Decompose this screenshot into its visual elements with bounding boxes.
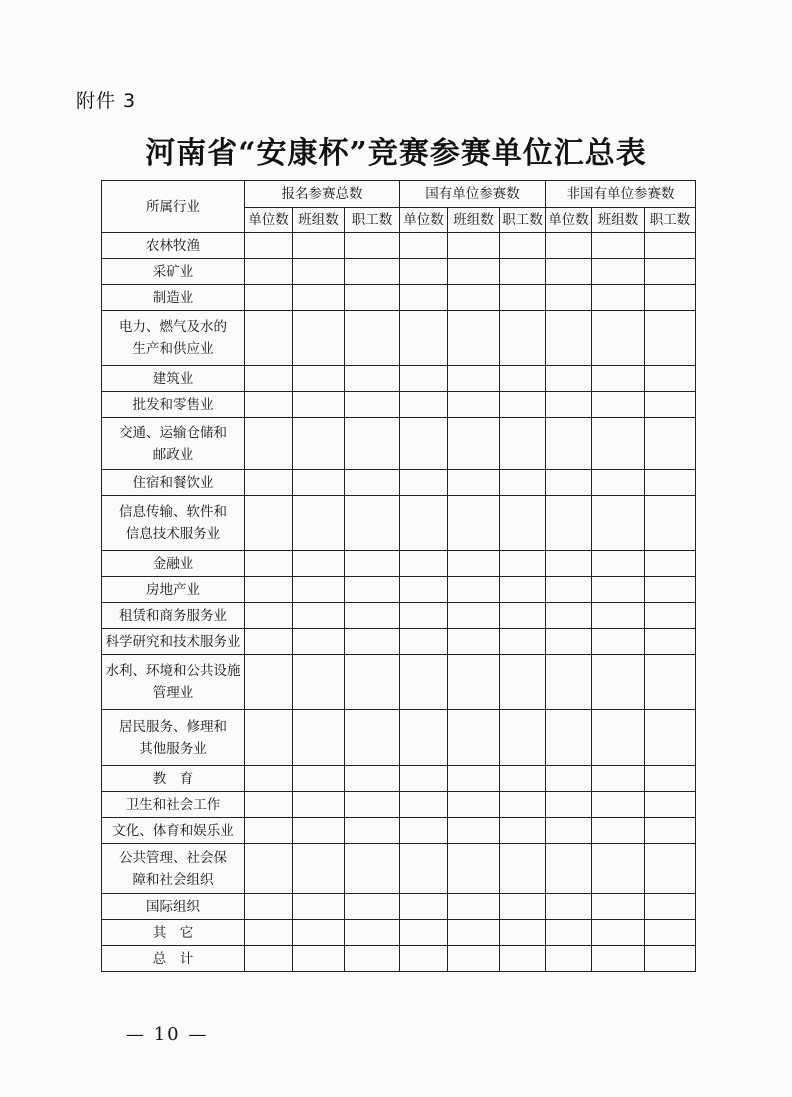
value-cell[interactable] xyxy=(546,629,592,655)
value-cell[interactable] xyxy=(448,496,500,551)
value-cell[interactable] xyxy=(293,818,345,844)
value-cell[interactable] xyxy=(400,285,448,311)
value-cell[interactable] xyxy=(592,894,645,920)
table-row xyxy=(102,577,696,603)
value-cell[interactable] xyxy=(546,418,592,470)
value-cell[interactable] xyxy=(345,470,400,496)
value-cell[interactable] xyxy=(345,551,400,577)
industry-label xyxy=(102,629,245,655)
value-cell[interactable] xyxy=(448,946,500,972)
sub-header-units: 单位数 xyxy=(400,208,448,233)
value-cell[interactable] xyxy=(645,920,696,946)
table-row xyxy=(102,392,696,418)
value-cell[interactable] xyxy=(500,792,546,818)
industry-label xyxy=(102,233,245,259)
value-cell[interactable] xyxy=(245,285,293,311)
value-cell[interactable] xyxy=(345,418,400,470)
value-cell[interactable] xyxy=(448,655,500,710)
value-cell[interactable] xyxy=(500,920,546,946)
industry-label-text: 信息传输、软件和信息技术服务业 xyxy=(119,504,227,542)
industry-label-text: 租赁和商务服务业 xyxy=(119,607,227,624)
value-cell[interactable] xyxy=(245,946,293,972)
corner-header: 所属行业 xyxy=(102,181,245,233)
value-cell[interactable] xyxy=(293,629,345,655)
table-row xyxy=(102,818,696,844)
value-cell[interactable] xyxy=(245,844,293,894)
page-number: — 10 — xyxy=(126,1024,209,1045)
value-cell[interactable] xyxy=(345,792,400,818)
value-cell[interactable] xyxy=(400,629,448,655)
value-cell[interactable] xyxy=(645,259,696,285)
value-cell[interactable] xyxy=(293,233,345,259)
industry-label xyxy=(102,792,245,818)
table-row xyxy=(102,792,696,818)
table-row xyxy=(102,470,696,496)
value-cell[interactable] xyxy=(592,603,645,629)
value-cell[interactable] xyxy=(645,285,696,311)
value-cell[interactable] xyxy=(345,311,400,366)
value-cell[interactable] xyxy=(400,655,448,710)
table-row xyxy=(102,366,696,392)
value-cell[interactable] xyxy=(293,470,345,496)
industry-label-text: 采矿业 xyxy=(152,263,194,280)
value-cell[interactable] xyxy=(400,233,448,259)
value-cell[interactable] xyxy=(448,818,500,844)
value-cell[interactable] xyxy=(645,392,696,418)
value-cell[interactable] xyxy=(245,496,293,551)
value-cell[interactable] xyxy=(546,551,592,577)
value-cell[interactable] xyxy=(500,418,546,470)
value-cell[interactable] xyxy=(448,844,500,894)
value-cell[interactable] xyxy=(500,629,546,655)
sub-header-staff: 职工数 xyxy=(345,208,400,233)
value-cell[interactable] xyxy=(500,496,546,551)
industry-label-text: 水利、环境和公共设施管理业 xyxy=(105,663,241,701)
value-cell[interactable] xyxy=(448,233,500,259)
value-cell[interactable] xyxy=(448,792,500,818)
value-cell[interactable] xyxy=(245,577,293,603)
value-cell[interactable] xyxy=(546,392,592,418)
value-cell[interactable] xyxy=(592,551,645,577)
value-cell[interactable] xyxy=(400,894,448,920)
value-cell[interactable] xyxy=(546,710,592,766)
industry-label xyxy=(102,946,245,972)
industry-label xyxy=(102,418,245,470)
industry-label xyxy=(102,894,245,920)
value-cell[interactable] xyxy=(500,311,546,366)
value-cell[interactable] xyxy=(293,366,345,392)
value-cell[interactable] xyxy=(592,259,645,285)
industry-label xyxy=(102,470,245,496)
table-row xyxy=(102,418,696,470)
industry-label-text: 建筑业 xyxy=(152,370,194,387)
value-cell[interactable] xyxy=(592,496,645,551)
value-cell[interactable] xyxy=(500,577,546,603)
value-cell[interactable] xyxy=(293,259,345,285)
value-cell[interactable] xyxy=(245,551,293,577)
industry-label-text: 交通、运输仓储和邮政业 xyxy=(119,424,227,463)
industry-label-text: 金融业 xyxy=(152,555,194,572)
value-cell[interactable] xyxy=(500,551,546,577)
summary-table xyxy=(101,180,696,972)
value-cell[interactable] xyxy=(245,792,293,818)
value-cell[interactable] xyxy=(546,470,592,496)
value-cell[interactable] xyxy=(546,311,592,366)
value-cell[interactable] xyxy=(645,551,696,577)
table-row xyxy=(102,844,696,894)
sub-header-teams: 班组数 xyxy=(293,208,345,233)
value-cell[interactable] xyxy=(345,920,400,946)
value-cell[interactable] xyxy=(345,844,400,894)
value-cell[interactable] xyxy=(645,418,696,470)
industry-label xyxy=(102,710,245,766)
value-cell[interactable] xyxy=(546,946,592,972)
value-cell[interactable] xyxy=(345,710,400,766)
value-cell[interactable] xyxy=(345,577,400,603)
industry-label xyxy=(102,551,245,577)
value-cell[interactable] xyxy=(293,946,345,972)
value-cell[interactable] xyxy=(645,470,696,496)
value-cell[interactable] xyxy=(645,577,696,603)
value-cell[interactable] xyxy=(400,418,448,470)
value-cell[interactable] xyxy=(245,392,293,418)
industry-label-text: 文化、体育和娱乐业 xyxy=(112,822,234,839)
table-row xyxy=(102,710,696,766)
industry-label xyxy=(102,920,245,946)
value-cell[interactable] xyxy=(592,285,645,311)
sub-header-teams: 班组数 xyxy=(592,208,645,233)
table-row xyxy=(102,946,696,972)
group-header-state-owned: 国有单位参赛数 xyxy=(400,181,546,208)
value-cell[interactable] xyxy=(546,259,592,285)
value-cell[interactable] xyxy=(546,894,592,920)
industry-label xyxy=(102,844,245,894)
value-cell[interactable] xyxy=(400,603,448,629)
industry-label xyxy=(102,496,245,551)
industry-label-text: 公共管理、社会保障和社会组织 xyxy=(119,849,227,888)
industry-label-text: 卫生和社会工作 xyxy=(125,796,221,813)
page-title: 河南省“安康杯”竞赛参赛单位汇总表 xyxy=(145,136,647,171)
value-cell[interactable] xyxy=(645,946,696,972)
value-cell[interactable] xyxy=(500,710,546,766)
table-row xyxy=(102,766,696,792)
value-cell[interactable] xyxy=(293,311,345,366)
industry-label xyxy=(102,603,245,629)
value-cell[interactable] xyxy=(645,311,696,366)
value-cell[interactable] xyxy=(400,844,448,894)
value-cell[interactable] xyxy=(546,603,592,629)
value-cell[interactable] xyxy=(500,946,546,972)
value-cell[interactable] xyxy=(245,894,293,920)
value-cell[interactable] xyxy=(592,844,645,894)
industry-label xyxy=(102,392,245,418)
industry-label-text: 房地产业 xyxy=(146,581,200,598)
value-cell[interactable] xyxy=(400,311,448,366)
industry-label-text: 总 计 xyxy=(152,950,194,967)
value-cell[interactable] xyxy=(592,946,645,972)
value-cell[interactable] xyxy=(293,551,345,577)
value-cell[interactable] xyxy=(293,920,345,946)
value-cell[interactable] xyxy=(400,710,448,766)
value-cell[interactable] xyxy=(345,366,400,392)
value-cell[interactable] xyxy=(645,496,696,551)
table-row xyxy=(102,603,696,629)
table-row xyxy=(102,496,696,551)
value-cell[interactable] xyxy=(293,655,345,710)
value-cell[interactable] xyxy=(546,285,592,311)
value-cell[interactable] xyxy=(400,551,448,577)
value-cell[interactable] xyxy=(345,894,400,920)
value-cell[interactable] xyxy=(592,710,645,766)
industry-label xyxy=(102,766,245,792)
value-cell[interactable] xyxy=(245,418,293,470)
value-cell[interactable] xyxy=(448,894,500,920)
table-row xyxy=(102,551,696,577)
value-cell[interactable] xyxy=(293,496,345,551)
value-cell[interactable] xyxy=(448,629,500,655)
value-cell[interactable] xyxy=(345,496,400,551)
value-cell[interactable] xyxy=(400,366,448,392)
industry-label-text: 农林牧渔 xyxy=(146,237,200,254)
sub-header-staff: 职工数 xyxy=(500,208,546,233)
table-row xyxy=(102,655,696,710)
value-cell[interactable] xyxy=(500,233,546,259)
value-cell[interactable] xyxy=(592,366,645,392)
value-cell[interactable] xyxy=(645,894,696,920)
value-cell[interactable] xyxy=(245,470,293,496)
value-cell[interactable] xyxy=(400,920,448,946)
value-cell[interactable] xyxy=(345,603,400,629)
value-cell[interactable] xyxy=(592,233,645,259)
value-cell[interactable] xyxy=(592,766,645,792)
value-cell[interactable] xyxy=(245,233,293,259)
group-header-total: 报名参赛总数 xyxy=(245,181,400,208)
value-cell[interactable] xyxy=(245,766,293,792)
value-cell[interactable] xyxy=(293,792,345,818)
industry-label xyxy=(102,818,245,844)
value-cell[interactable] xyxy=(645,629,696,655)
value-cell[interactable] xyxy=(500,603,546,629)
sub-header-units: 单位数 xyxy=(546,208,592,233)
value-cell[interactable] xyxy=(645,366,696,392)
table-row xyxy=(102,285,696,311)
value-cell[interactable] xyxy=(500,285,546,311)
table-body xyxy=(102,233,696,972)
value-cell[interactable] xyxy=(546,792,592,818)
value-cell[interactable] xyxy=(448,920,500,946)
value-cell[interactable] xyxy=(448,259,500,285)
industry-label-text: 住宿和餐饮业 xyxy=(132,474,214,491)
value-cell[interactable] xyxy=(592,470,645,496)
value-cell[interactable] xyxy=(293,392,345,418)
value-cell[interactable] xyxy=(500,470,546,496)
value-cell[interactable] xyxy=(293,418,345,470)
value-cell[interactable] xyxy=(546,818,592,844)
annex-label: 附件 3 xyxy=(76,90,137,112)
value-cell[interactable] xyxy=(448,418,500,470)
value-cell[interactable] xyxy=(345,766,400,792)
value-cell[interactable] xyxy=(400,946,448,972)
value-cell[interactable] xyxy=(448,392,500,418)
industry-label xyxy=(102,655,245,710)
value-cell[interactable] xyxy=(245,259,293,285)
industry-label-text: 国际组织 xyxy=(146,898,200,915)
value-cell[interactable] xyxy=(345,655,400,710)
value-cell[interactable] xyxy=(293,710,345,766)
value-cell[interactable] xyxy=(592,655,645,710)
industry-label-text: 批发和零售业 xyxy=(132,396,214,413)
value-cell[interactable] xyxy=(245,629,293,655)
value-cell[interactable] xyxy=(400,792,448,818)
group-header-non-state-owned: 非国有单位参赛数 xyxy=(546,181,696,208)
sub-header-staff: 职工数 xyxy=(645,208,696,233)
value-cell[interactable] xyxy=(645,766,696,792)
industry-label-text: 其 它 xyxy=(152,924,194,941)
value-cell[interactable] xyxy=(245,311,293,366)
value-cell[interactable] xyxy=(448,710,500,766)
table-row xyxy=(102,311,696,366)
value-cell[interactable] xyxy=(448,603,500,629)
value-cell[interactable] xyxy=(245,655,293,710)
value-cell[interactable] xyxy=(245,818,293,844)
value-cell[interactable] xyxy=(245,710,293,766)
table-row xyxy=(102,894,696,920)
value-cell[interactable] xyxy=(245,366,293,392)
value-cell[interactable] xyxy=(400,766,448,792)
value-cell[interactable] xyxy=(546,233,592,259)
value-cell[interactable] xyxy=(500,392,546,418)
sub-header-teams: 班组数 xyxy=(448,208,500,233)
value-cell[interactable] xyxy=(293,603,345,629)
value-cell[interactable] xyxy=(546,496,592,551)
value-cell[interactable] xyxy=(345,946,400,972)
value-cell[interactable] xyxy=(546,844,592,894)
value-cell[interactable] xyxy=(592,577,645,603)
value-cell[interactable] xyxy=(400,470,448,496)
value-cell[interactable] xyxy=(448,766,500,792)
value-cell[interactable] xyxy=(448,470,500,496)
value-cell[interactable] xyxy=(592,818,645,844)
value-cell[interactable] xyxy=(293,766,345,792)
table-row xyxy=(102,920,696,946)
table-row xyxy=(102,629,696,655)
value-cell[interactable] xyxy=(448,551,500,577)
table-row xyxy=(102,233,696,259)
value-cell[interactable] xyxy=(345,259,400,285)
value-cell[interactable] xyxy=(500,655,546,710)
industry-label xyxy=(102,311,245,366)
value-cell[interactable] xyxy=(500,894,546,920)
value-cell[interactable] xyxy=(592,920,645,946)
value-cell[interactable] xyxy=(500,844,546,894)
value-cell[interactable] xyxy=(592,418,645,470)
value-cell[interactable] xyxy=(645,655,696,710)
value-cell[interactable] xyxy=(400,818,448,844)
value-cell[interactable] xyxy=(345,629,400,655)
industry-label-text: 科学研究和技术服务业 xyxy=(105,633,241,650)
value-cell[interactable] xyxy=(546,766,592,792)
value-cell[interactable] xyxy=(345,392,400,418)
value-cell[interactable] xyxy=(448,577,500,603)
value-cell[interactable] xyxy=(245,603,293,629)
value-cell[interactable] xyxy=(448,285,500,311)
value-cell[interactable] xyxy=(645,710,696,766)
value-cell[interactable] xyxy=(345,818,400,844)
value-cell[interactable] xyxy=(546,577,592,603)
table-row xyxy=(102,259,696,285)
value-cell[interactable] xyxy=(345,233,400,259)
value-cell[interactable] xyxy=(448,366,500,392)
value-cell[interactable] xyxy=(592,311,645,366)
value-cell[interactable] xyxy=(293,894,345,920)
industry-label-text: 电力、燃气及水的生产和供应业 xyxy=(119,319,227,357)
industry-label-text: 居民服务、修理和其他服务业 xyxy=(119,718,227,757)
industry-label xyxy=(102,259,245,285)
industry-label xyxy=(102,577,245,603)
value-cell[interactable] xyxy=(400,496,448,551)
value-cell[interactable] xyxy=(400,392,448,418)
value-cell[interactable] xyxy=(546,920,592,946)
value-cell[interactable] xyxy=(592,392,645,418)
value-cell[interactable] xyxy=(500,818,546,844)
value-cell[interactable] xyxy=(645,818,696,844)
value-cell[interactable] xyxy=(345,285,400,311)
value-cell[interactable] xyxy=(645,792,696,818)
value-cell[interactable] xyxy=(592,629,645,655)
value-cell[interactable] xyxy=(400,577,448,603)
value-cell[interactable] xyxy=(592,792,645,818)
industry-label xyxy=(102,366,245,392)
value-cell[interactable] xyxy=(645,844,696,894)
value-cell[interactable] xyxy=(546,655,592,710)
header-group-row xyxy=(102,181,696,208)
value-cell[interactable] xyxy=(245,920,293,946)
value-cell[interactable] xyxy=(293,285,345,311)
value-cell[interactable] xyxy=(293,577,345,603)
value-cell[interactable] xyxy=(500,259,546,285)
value-cell[interactable] xyxy=(645,233,696,259)
value-cell[interactable] xyxy=(546,366,592,392)
value-cell[interactable] xyxy=(500,366,546,392)
sub-header-units: 单位数 xyxy=(245,208,293,233)
value-cell[interactable] xyxy=(293,844,345,894)
industry-label-text: 制造业 xyxy=(152,289,194,306)
industry-label-text: 教 育 xyxy=(152,770,194,787)
value-cell[interactable] xyxy=(448,311,500,366)
value-cell[interactable] xyxy=(500,766,546,792)
industry-label xyxy=(102,285,245,311)
value-cell[interactable] xyxy=(645,603,696,629)
value-cell[interactable] xyxy=(400,259,448,285)
